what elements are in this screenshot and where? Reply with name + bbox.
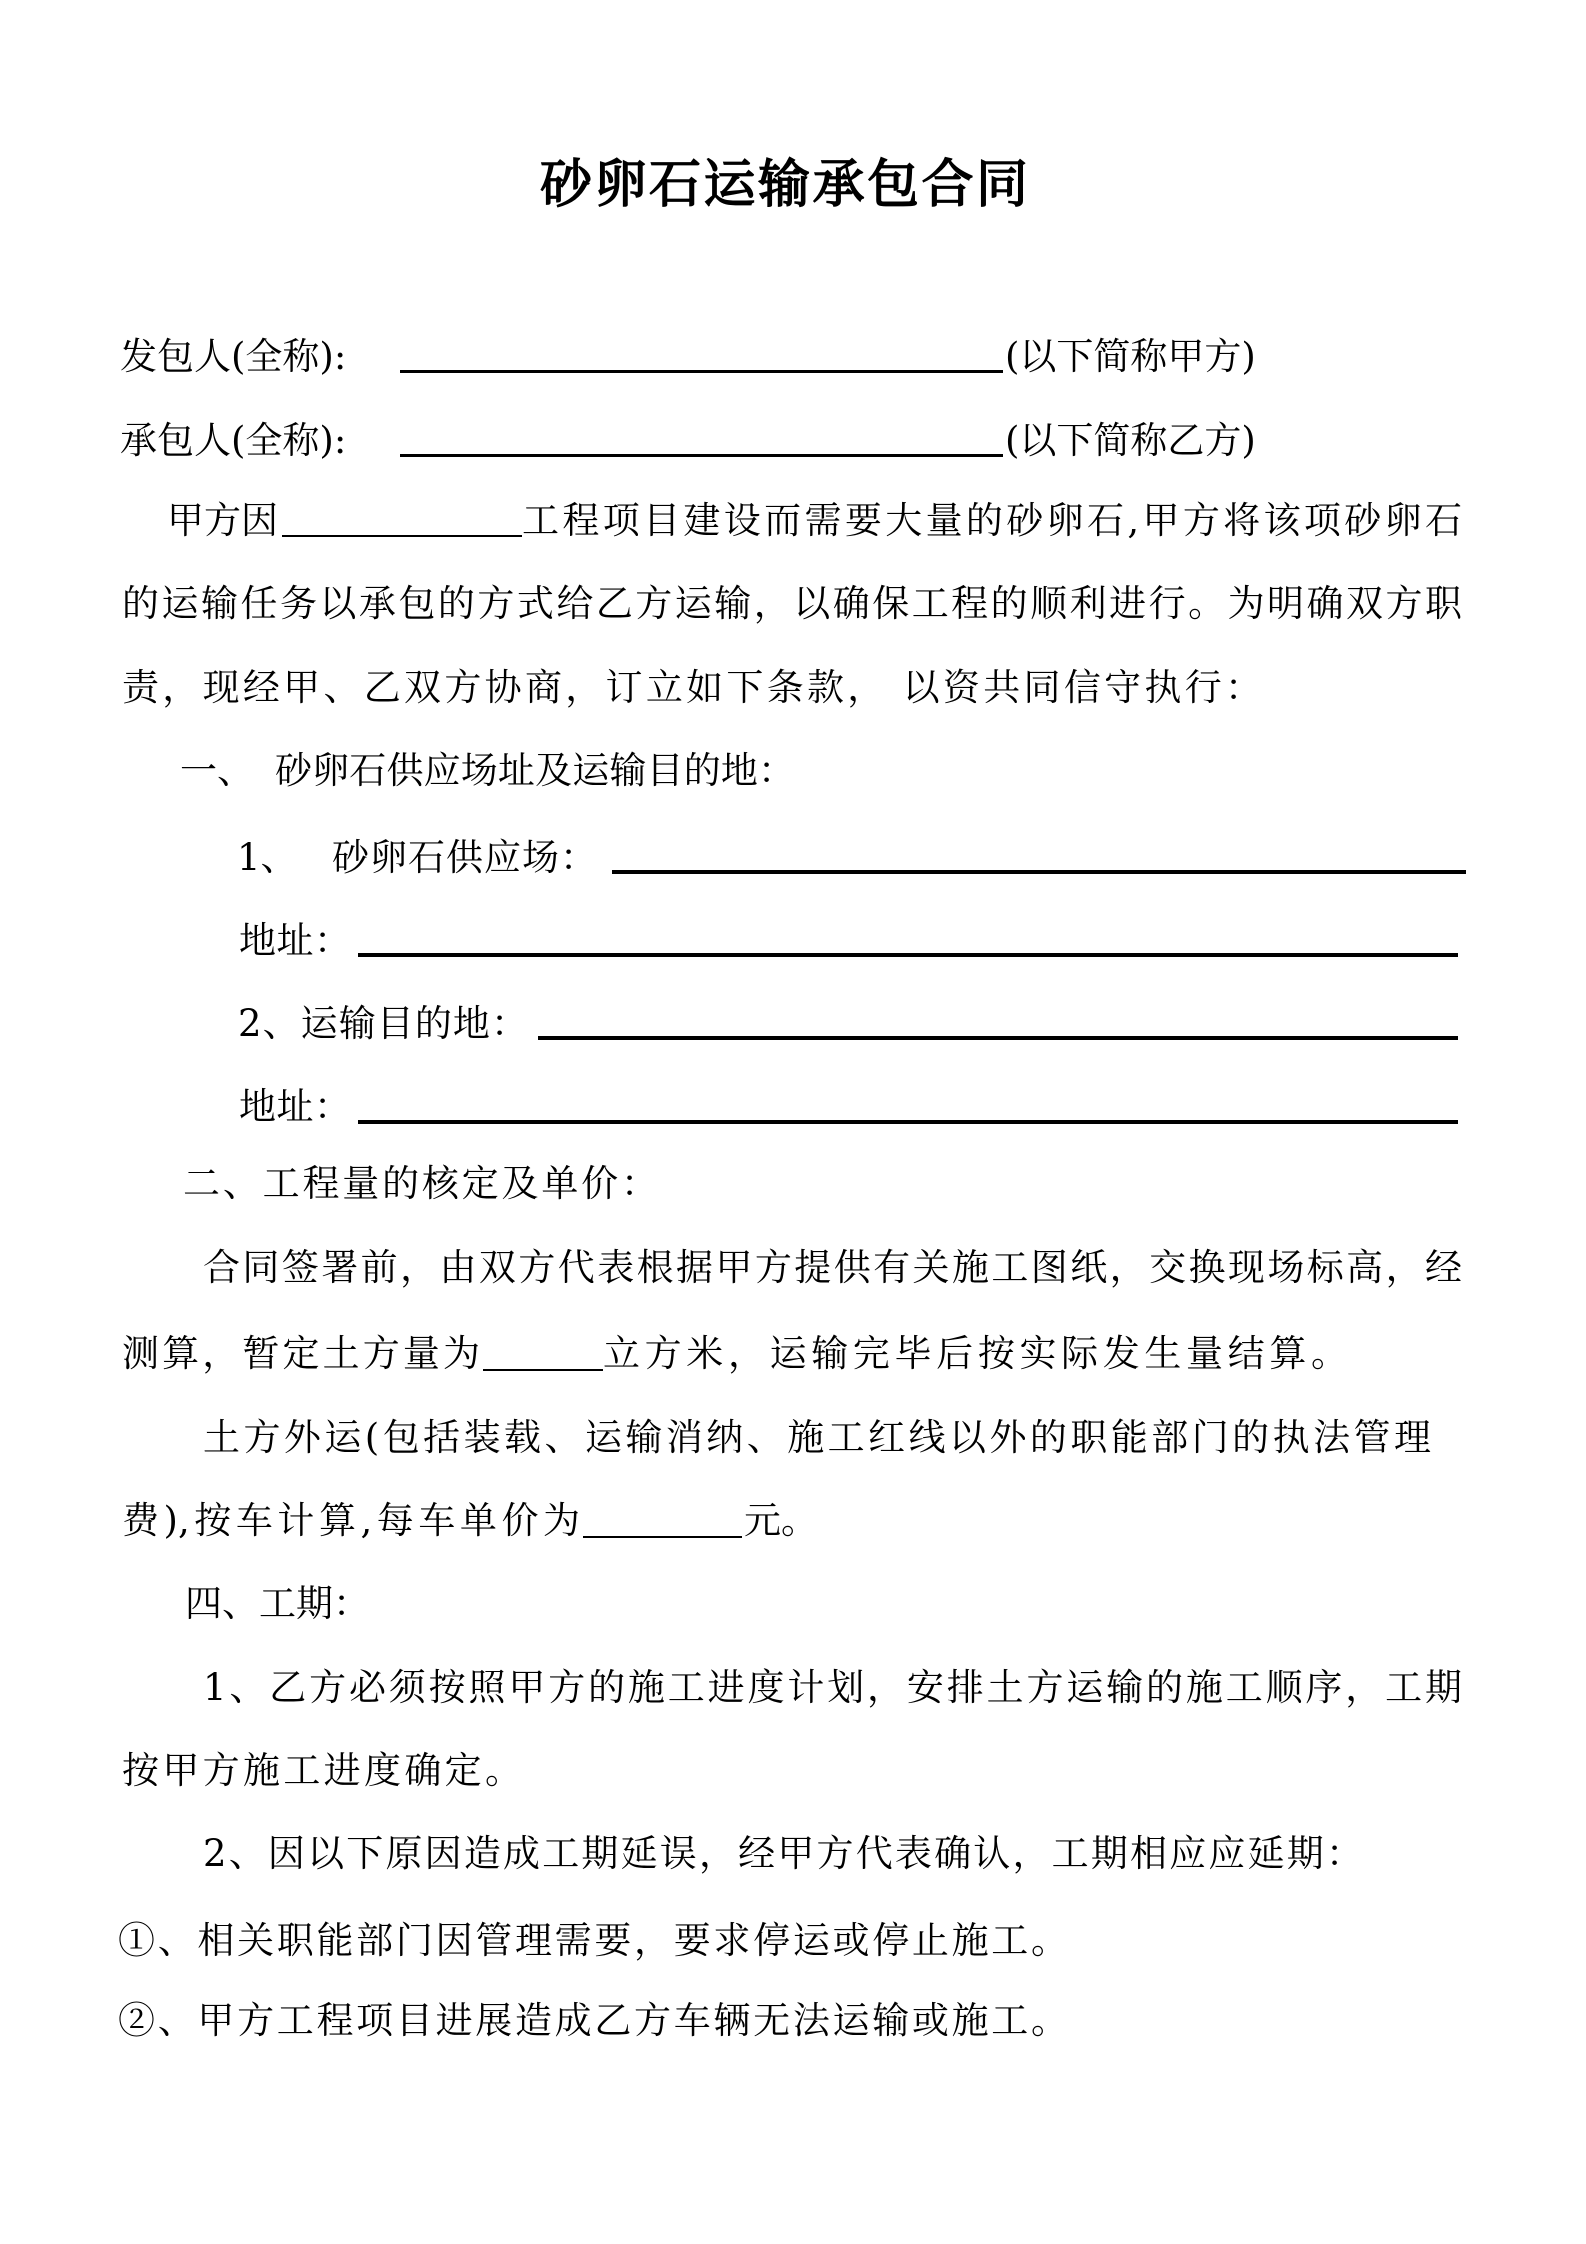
destination-address-blank[interactable] — [358, 1120, 1458, 1124]
document-title: 砂卵石运输承包合同 — [540, 154, 1028, 215]
section2-para1-line2-prefix: 测算，暂定土方量为 — [122, 1332, 480, 1375]
contractor-suffix-row — [1005, 416, 1256, 466]
employer-label: 发包人(全称): — [120, 335, 347, 378]
unit-price-blank[interactable] — [583, 1536, 742, 1538]
section2-para1-line2-suffix: 立方米，运输完毕后按实际发生量结算。 — [603, 1332, 1348, 1375]
section4-reason1: ①、相关职能部门因管理需要，要求停运或停止施工。 — [118, 1919, 1068, 1962]
section1-heading: 砂卵石供应场址及运输目的地： — [275, 749, 795, 792]
contractor-suffix: (以下简称乙方) — [1005, 419, 1256, 462]
section1-item2-address-label: 地址： — [239, 1085, 351, 1128]
employer-suffix-row — [1005, 332, 1256, 382]
destination-blank[interactable] — [538, 1036, 1458, 1040]
supply-site-address-blank[interactable] — [358, 953, 1458, 957]
section4-item1-line1: 1、乙方必须按照甲方的施工进度计划，安排土方运输的施工顺序，工期 — [203, 1666, 1462, 1709]
contractor-name-blank[interactable] — [400, 454, 1003, 457]
section1-item2-label: 2、运输目的地： — [238, 1002, 528, 1045]
preamble-line2: 的运输任务以承包的方式给乙方运输，以确保工程的顺利进行。为明确双方职 — [122, 582, 1462, 625]
employer-suffix: (以下简称甲方) — [1005, 335, 1256, 378]
section4-item2-line1: 2、因以下原因造成工期延误，经甲方代表确认，工期相应应延期： — [203, 1832, 1363, 1875]
section4-item1-line2: 按甲方施工进度确定。 — [122, 1749, 522, 1792]
contractor-row — [120, 416, 346, 466]
section1-item1-label: 砂卵石供应场： — [332, 836, 597, 879]
contractor-label: 承包人(全称): — [120, 419, 347, 462]
section1-heading-num: 一、 — [180, 749, 254, 792]
preamble-line1-rest: 工程项目建设而需要大量的砂卵石,甲方将该项砂卵石 — [522, 499, 1462, 542]
employer-row — [120, 332, 346, 382]
section4-heading: 四、工期： — [185, 1582, 370, 1625]
section2-para2-line2-suffix: 元。 — [744, 1499, 818, 1542]
supply-site-blank[interactable] — [612, 870, 1466, 874]
preamble-line3: 责，现经甲、乙双方协商，订立如下条款， 以资共同信守执行： — [122, 666, 1262, 709]
section1-item1-address-label: 地址： — [239, 919, 351, 962]
section2-para2-line1: 土方外运(包括装载、运输消纳、施工红线以外的职能部门的执法管理 — [203, 1416, 1431, 1459]
section1-item1-num: 1、 — [237, 836, 298, 879]
earthwork-volume-blank[interactable] — [483, 1369, 603, 1371]
preamble-line1-prefix: 甲方因 — [167, 499, 278, 542]
project-name-blank[interactable] — [282, 535, 522, 537]
section2-para2-line2-prefix: 费),按车计算,每车单价为 — [122, 1499, 580, 1542]
section2-para1-line1: 合同签署前，由双方代表根据甲方提供有关施工图纸，交换现场标高，经 — [203, 1246, 1462, 1289]
section4-reason2: ②、甲方工程项目进展造成乙方车辆无法运输或施工。 — [118, 1999, 1068, 2042]
section2-heading: 二、工程量的核定及单价： — [183, 1162, 658, 1205]
employer-name-blank[interactable] — [400, 370, 1003, 373]
